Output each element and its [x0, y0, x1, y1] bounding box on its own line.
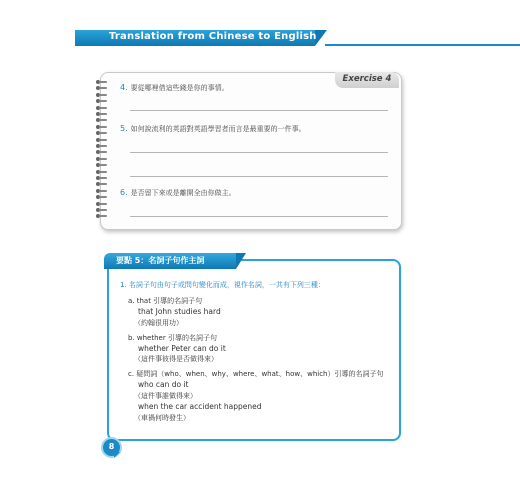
answer-line[interactable]: [130, 216, 388, 217]
answer-line[interactable]: [130, 176, 388, 177]
binding-wire: [99, 119, 107, 121]
header-title: Translation from Chinese to English: [109, 31, 317, 42]
binding-wire: [99, 81, 107, 83]
binding-ring: [96, 80, 107, 85]
header-rule: [325, 44, 520, 46]
exercise-question-6: 6. 是否留下來或是離開全由你做主。: [120, 188, 236, 197]
binding-ring: [96, 163, 107, 168]
key-point-tab-tip: [236, 253, 246, 269]
exercise-tab: [335, 72, 399, 88]
spiral-binding: [96, 80, 108, 220]
page-number: 8: [108, 442, 115, 451]
binding-ring: [96, 125, 107, 130]
binding-wire: [99, 145, 107, 147]
item-a-label: a. that 引導的名詞子句: [128, 297, 203, 305]
binding-ring: [96, 150, 107, 155]
binding-ring: [96, 112, 107, 117]
binding-ring: [96, 189, 107, 194]
binding-wire: [99, 139, 107, 141]
binding-ring: [96, 131, 107, 136]
exercise-question-4: 4. 要從哪裡借這些錢是你的事情。: [120, 83, 229, 92]
binding-wire: [99, 94, 107, 96]
item-c-gloss: （這件事誰做得來）: [134, 392, 197, 400]
item-a-example: that John studies hard: [138, 307, 221, 316]
item-a-gloss: （約翰很用功）: [134, 319, 183, 327]
binding-wire: [99, 151, 107, 153]
binding-wire: [99, 190, 107, 192]
key-point-title: 要點 5：名詞子句作主詞: [116, 256, 205, 265]
section-header: [75, 30, 520, 46]
binding-ring: [96, 170, 107, 175]
binding-wire: [99, 171, 107, 173]
binding-ring: [96, 182, 107, 187]
key-point-tab: [104, 253, 246, 269]
answer-line[interactable]: [130, 110, 388, 111]
exercise-card: [100, 72, 402, 230]
binding-ring: [96, 93, 107, 98]
binding-wire: [99, 107, 107, 109]
binding-wire: [99, 196, 107, 198]
key-point-intro: 1. 名詞子句由句子或問句變化而成，視作名詞，一共有下列三種：: [120, 281, 325, 289]
answer-line[interactable]: [130, 152, 388, 153]
binding-ring: [96, 202, 107, 207]
binding-wire: [99, 164, 107, 166]
binding-ring: [96, 99, 107, 104]
binding-ring: [96, 176, 107, 181]
item-c-gloss-2: （車禍何時發生）: [134, 414, 190, 422]
binding-ring: [96, 214, 107, 219]
binding-ring: [96, 106, 107, 111]
binding-wire: [99, 215, 107, 217]
binding-wire: [99, 132, 107, 134]
item-c-example: who can do it: [138, 380, 189, 389]
binding-wire: [99, 87, 107, 89]
item-c-label: c. 疑問詞（who、when、why、where、what、how、which）引導的名詞子句: [128, 370, 384, 378]
binding-wire: [99, 126, 107, 128]
binding-ring: [96, 195, 107, 200]
binding-ring: [96, 118, 107, 123]
binding-ring: [96, 138, 107, 143]
page-number-tail: [114, 452, 120, 458]
binding-wire: [99, 158, 107, 160]
binding-wire: [99, 183, 107, 185]
binding-ring: [96, 86, 107, 91]
binding-wire: [99, 203, 107, 205]
binding-wire: [99, 209, 107, 211]
binding-ring: [96, 157, 107, 162]
exercise-tab-label: Exercise 4: [342, 74, 392, 84]
binding-wire: [99, 177, 107, 179]
item-b-example: whether Peter can do it: [138, 344, 226, 353]
binding-wire: [99, 100, 107, 102]
item-b-label: b. whether 引導的名詞子句: [128, 334, 217, 342]
item-b-gloss: （這件事彼得是否做得來）: [134, 355, 218, 363]
exercise-question-5: 5. 如何說流利的英語對英語學習者而言是最重要的一件事。: [120, 124, 306, 133]
binding-wire: [99, 113, 107, 115]
binding-ring: [96, 144, 107, 149]
item-c-example-2: when the car accident happened: [138, 402, 262, 411]
binding-ring: [96, 208, 107, 213]
